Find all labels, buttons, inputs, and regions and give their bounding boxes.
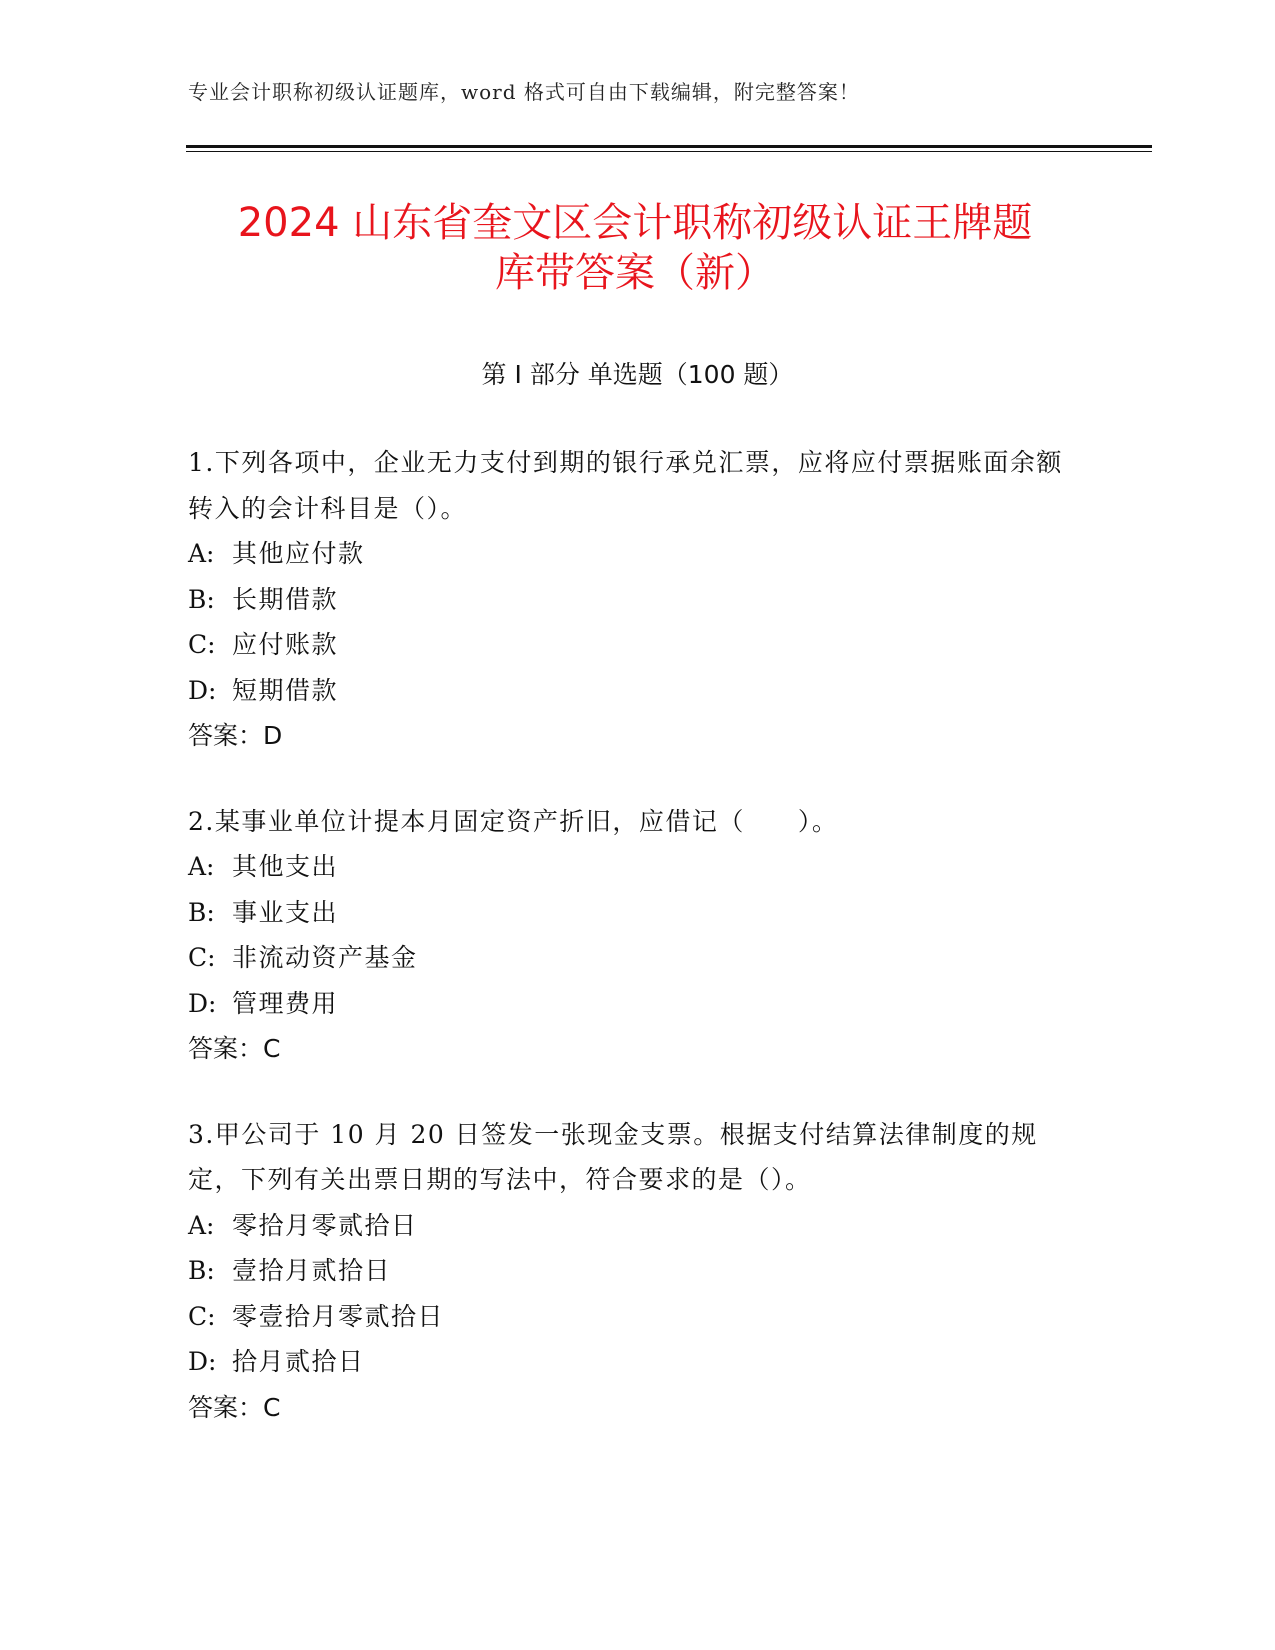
option-key: B: — [188, 584, 215, 614]
question-list — [188, 440, 1068, 1470]
option-key: B: — [188, 1256, 215, 1285]
answer: 答案：C — [188, 1392, 281, 1422]
option-text: 长期借款 — [232, 584, 339, 614]
header-rule-thin — [186, 151, 1152, 152]
option-c — [188, 622, 1068, 668]
option-d — [188, 1339, 1068, 1385]
header-rule-thick — [186, 145, 1152, 148]
option-d — [188, 668, 1068, 714]
option-text: 其他支出 — [232, 852, 339, 881]
answer: 答案：D — [188, 721, 283, 750]
option-key: A: — [188, 539, 215, 568]
option-b — [188, 890, 1068, 936]
document-title-line-2: 库带答案（新） — [495, 250, 775, 296]
option-a — [188, 531, 1068, 577]
option-text: 拾月贰拾日 — [232, 1347, 365, 1376]
option-text: 短期借款 — [232, 675, 339, 705]
option-key: C: — [188, 630, 216, 659]
document-title-line-1: 2024 山东省奎文区会计职称初级认证王牌题 — [237, 200, 1033, 246]
option-key: B: — [188, 897, 215, 927]
answer: 答案：C — [188, 1034, 281, 1063]
option-text: 非流动资产基金 — [232, 943, 418, 972]
option-text: 应付账款 — [232, 630, 339, 659]
option-text: 管理费用 — [232, 988, 339, 1018]
option-c — [188, 1294, 1068, 1340]
question-text: 2.某事业单位计提本月固定资产折旧，应借记（ ）。 — [188, 806, 839, 836]
option-key: A: — [188, 852, 215, 881]
option-text: 其他应付款 — [232, 539, 365, 568]
option-text: 零拾月零贰拾日 — [232, 1210, 418, 1240]
option-key: D: — [188, 675, 217, 705]
option-b — [188, 1248, 1068, 1294]
option-a — [188, 1203, 1068, 1249]
section-heading: 第 I 部分 单选题（100 题） — [481, 360, 794, 389]
option-d — [188, 981, 1068, 1027]
option-key: D: — [188, 988, 217, 1018]
option-key: D: — [188, 1347, 217, 1376]
option-key: C: — [188, 943, 216, 972]
page-header-text: 专业会计职称初级认证题库，word 格式可自由下载编辑，附完整答案！ — [188, 80, 860, 104]
question-1 — [188, 440, 1068, 759]
option-c — [188, 935, 1068, 981]
option-key: C: — [188, 1301, 216, 1331]
option-a — [188, 844, 1068, 890]
option-text: 壹拾月贰拾日 — [232, 1256, 392, 1285]
document-title — [160, 198, 1110, 298]
question-2 — [188, 799, 1068, 1072]
option-key: A: — [188, 1210, 215, 1240]
option-b — [188, 577, 1068, 623]
question-text: 1.下列各项中，企业无力支付到期的银行承兑汇票，应将应付票据账面余额转入的会计科目是（）。 — [188, 448, 1063, 523]
option-text: 零壹拾月零贰拾日 — [232, 1301, 445, 1331]
option-text: 事业支出 — [232, 897, 339, 927]
question-3 — [188, 1112, 1068, 1431]
question-text: 3.甲公司于 10 月 20 日签发一张现金支票。根据支付结算法律制度的规定，下列有关出票日期的写法中，符合要求的是（）。 — [188, 1119, 1038, 1194]
